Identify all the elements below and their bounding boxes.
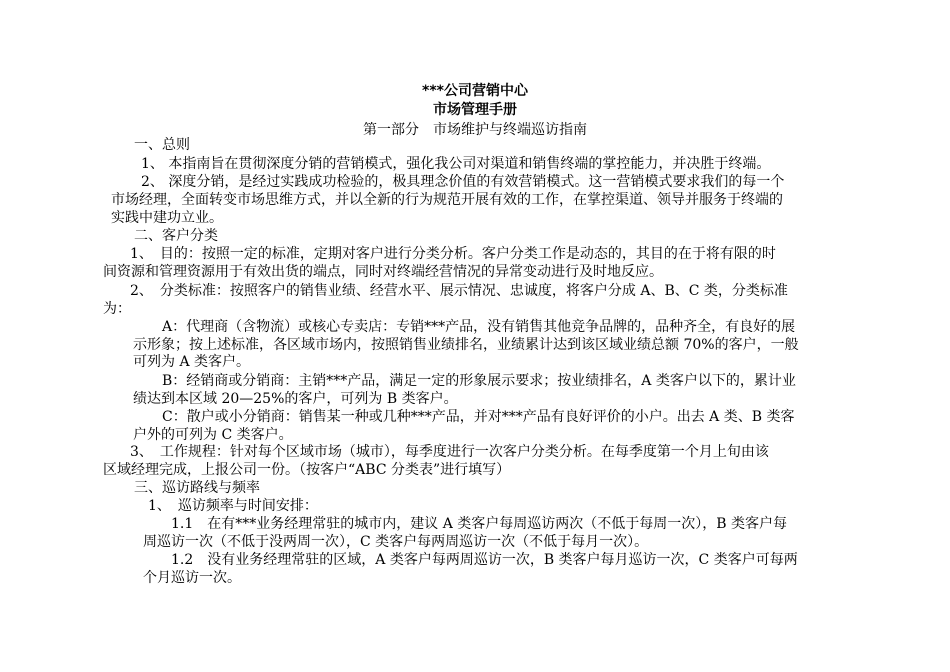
section-heading: 一、总则 — [134, 137, 190, 153]
paragraph-line: 示形象；按上述标准，各区域市场内，按照销售业绩排名，业绩累计达到该区域业绩总额 70%的客户，一般 — [133, 337, 799, 353]
part-subtitle: 第一部分 市场维护与终端巡访指南 — [363, 122, 587, 138]
section-heading: 二、客户分类 — [134, 228, 218, 244]
paragraph-line: 绩达到本区域 20—25%的客户，可列为 B 类客户。 — [133, 391, 458, 407]
section-heading: 三、巡访路线与频率 — [134, 480, 260, 496]
manual-title: 市场管理手册 — [433, 102, 517, 118]
paragraph-line: 为： — [103, 301, 131, 317]
company-title: ***公司营销中心 — [422, 83, 528, 99]
paragraph-line: C：散户或小分销商：销售某一种或几种***产品，并对***产品有良好评价的小户。出去 A 类、B 类客 — [162, 409, 795, 425]
paragraph-line: 实践中建功立业。 — [111, 210, 223, 226]
paragraph-line: 市场经理，全面转变市场思维方式，并以全新的行为规范开展有效的工作，在掌控渠道、领导并服务于终端的 — [111, 192, 783, 208]
paragraph-line: 可列为 A 类客户。 — [133, 354, 251, 370]
paragraph-line: B：经销商或分销商：主销***产品，满足一定的形象展示要求；按业绩排名，A 类客户以下的，累计业 — [162, 373, 796, 389]
paragraph-line: A：代理商（含物流）或核心专卖店：专销***产品，没有销售其他竞争品牌的，品种齐全，有良好的展 — [162, 319, 796, 335]
paragraph-line: 个月巡访一次。 — [143, 570, 241, 586]
paragraph-line: 3、 工作规程：针对每个区域市场（城市），每季度进行一次客户分类分析。在每季度第一个月上旬由该 — [130, 444, 769, 460]
paragraph-line: 户外的可列为 C 类客户。 — [133, 427, 293, 443]
paragraph-line: 1.1 在有***业务经理常驻的城市内，建议 A 类客户每周巡访两次（不低于每周一次），B 类客户每 — [171, 516, 788, 532]
paragraph-line: 间资源和管理资源用于有效出货的端点，同时对终端经营情况的异常变动进行及时地反应。 — [103, 264, 663, 280]
paragraph-line: 2、 深度分销，是经过实践成功检验的，极具理念价值的有效营销模式。这一营销模式要求我们的每一个 — [141, 174, 785, 190]
paragraph-line: 区域经理完成，上报公司一份。（按客户“ABC 分类表”进行填写） — [103, 462, 511, 478]
paragraph-line: 1、 巡访频率与时间安排： — [148, 498, 318, 514]
paragraph-line: 1.2 没有业务经理常驻的区域，A 类客户每两周巡访一次，B 类客户每月巡访一次，C 类客户可每两 — [171, 552, 798, 568]
paragraph-line: 周巡访一次（不低于没两周一次），C 类客户每两周巡访一次（不低于每月一次）。 — [143, 534, 649, 550]
paragraph-line: 1、 目的：按照一定的标准，定期对客户进行分类分析。客户分类工作是动态的，其目的在于将有限的时 — [130, 246, 776, 262]
paragraph-line: 2、 分类标准：按照客户的销售业绩、经营水平、展示情况、忠诚度，将客户分成 A、B、C 类，分类标准 — [130, 283, 788, 299]
paragraph-line: 1、 本指南旨在贯彻深度分销的营销模式，强化我公司对渠道和销售终端的掌控能力，并决胜于终端。 — [141, 156, 771, 172]
